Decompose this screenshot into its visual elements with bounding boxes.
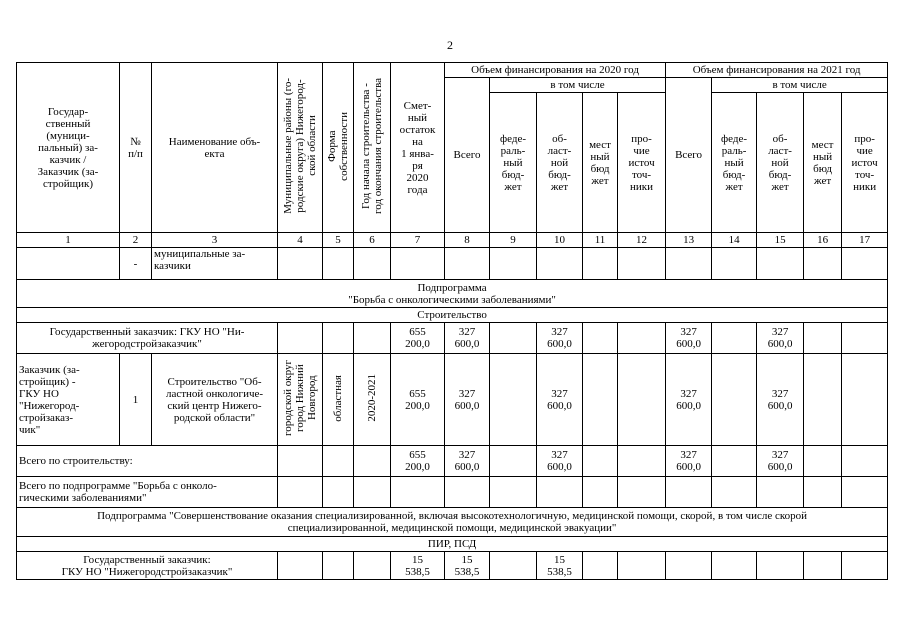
financing-table <box>16 62 888 580</box>
cell-remainder: 655 200,0 <box>391 446 445 477</box>
table-row <box>17 552 888 580</box>
col-num: 14 <box>712 233 757 248</box>
column-number-row <box>17 233 888 248</box>
table-row <box>17 323 888 354</box>
hdr-years: Год начала строительства - год окончания строительства <box>354 63 391 233</box>
total-construction-label: Всего по строительству: <box>17 446 278 477</box>
col-num: 15 <box>757 233 804 248</box>
table-row <box>17 280 888 308</box>
cell-regional-2020: 15 538,5 <box>537 552 583 580</box>
object-ownership: областная <box>323 354 354 446</box>
col-num: 4 <box>278 233 323 248</box>
cell-remainder: 655 200,0 <box>391 323 445 354</box>
hdr-other-2021: про- чие источ точ- ники <box>842 93 888 233</box>
hdr-num: № п/п <box>120 63 152 233</box>
cell-regional-2020: 327 600,0 <box>537 354 583 446</box>
hdr-ownership: Форма собственности <box>323 63 354 233</box>
cell-total-2020: 15 538,5 <box>445 552 490 580</box>
cell-total-2020: 327 600,0 <box>445 323 490 354</box>
col-num: 17 <box>842 233 888 248</box>
col-num: 10 <box>537 233 583 248</box>
section-construction: Строительство <box>17 308 888 323</box>
cell-regional-2020: 327 600,0 <box>537 323 583 354</box>
hdr-other-2020: про- чие источ точ- ники <box>618 93 666 233</box>
col-num: 7 <box>391 233 445 248</box>
object-years: 2020-2021 <box>354 354 391 446</box>
hdr-local-2021: мест ный бюд жет <box>804 93 842 233</box>
col-num: 9 <box>490 233 537 248</box>
col-num: 1 <box>17 233 120 248</box>
hdr-regional-2021: об- ласт- ной бюд- жет <box>757 93 804 233</box>
hdr-fin-2021: Объем финансирования на 2021 год <box>666 63 888 78</box>
hdr-regional-2020: об- ласт- ной бюд- жет <box>537 93 583 233</box>
table-row <box>17 446 888 477</box>
section-pir-psd: ПИР, ПСД <box>17 537 888 552</box>
col-num: 2 <box>120 233 152 248</box>
object-num: 1 <box>120 354 152 446</box>
object-name: Строительство "Об- ластной онкологиче- ский центр Нижего- родской области" <box>152 354 278 446</box>
col-num: 12 <box>618 233 666 248</box>
object-district: городской округ город Нижний Новгород <box>278 354 323 446</box>
hdr-incl-2021: в том числе <box>712 78 888 93</box>
cell-total-2021: 327 600,0 <box>666 354 712 446</box>
hdr-federal-2021: феде- раль- ный бюд- жет <box>712 93 757 233</box>
col-num: 6 <box>354 233 391 248</box>
cell-remainder: 15 538,5 <box>391 552 445 580</box>
subprogram-title: Подпрограмма "Борьба с онкологическими заболеваниями" <box>17 280 888 308</box>
table-row <box>17 248 888 280</box>
gov-customer-label: Государственный заказчик: ГКУ НО "Нижегородстройзаказчик" <box>17 552 278 580</box>
col-num: 13 <box>666 233 712 248</box>
cell-regional-2020: 327 600,0 <box>537 446 583 477</box>
cell-regional-2021: 327 600,0 <box>757 354 804 446</box>
table-row <box>17 308 888 323</box>
hdr-customer: Государ- ственный (муници- пальный) за- казчик / Заказчик (за- стройщик) <box>17 63 120 233</box>
table-row <box>17 477 888 508</box>
table-row <box>17 508 888 537</box>
cell-total-2021: 327 600,0 <box>666 446 712 477</box>
table-row <box>17 354 888 446</box>
hdr-remainder: Смет- ный остаток на 1 янва- ря 2020 года <box>391 63 445 233</box>
col-num: 16 <box>804 233 842 248</box>
cell-total-2020: 327 600,0 <box>445 446 490 477</box>
row-dash: - <box>120 248 152 280</box>
total-subprogram-label: Всего по подпрограмме "Борьба с онколо- гическими заболеваниями" <box>17 477 278 508</box>
cell-remainder: 655 200,0 <box>391 354 445 446</box>
hdr-fin-2020: Объем финансирования на 2020 год <box>445 63 666 78</box>
hdr-incl-2020: в том числе <box>490 78 666 93</box>
subprogram-title: Подпрограмма "Совершенствование оказания специализированной, включая высокотехнологичную, медицинской помощи, скорой, в том числе скорой специализированной, медицинской помощи, медицинской эвакуации" <box>17 508 888 537</box>
cell-total-2020: 327 600,0 <box>445 354 490 446</box>
col-num: 3 <box>152 233 278 248</box>
municipal-customers-label: муниципальные за- казчики <box>152 248 278 280</box>
cell-regional-2021: 327 600,0 <box>757 323 804 354</box>
cell-regional-2021: 327 600,0 <box>757 446 804 477</box>
cell-total-2021: 327 600,0 <box>666 323 712 354</box>
object-customer: Заказчик (за- стройщик) - ГКУ НО "Нижегород- стройзаказ- чик" <box>17 354 120 446</box>
gov-customer-label: Государственный заказчик: ГКУ НО "Ни- жегородстройзаказчик" <box>17 323 278 354</box>
col-num: 5 <box>323 233 354 248</box>
hdr-total-2020: Всего <box>445 78 490 233</box>
col-num: 11 <box>583 233 618 248</box>
hdr-district: Муниципальные районы (го- родские округа) Нижегород- ской области <box>278 63 323 233</box>
hdr-federal-2020: феде- раль- ный бюд- жет <box>490 93 537 233</box>
col-num: 8 <box>445 233 490 248</box>
hdr-total-2021: Всего <box>666 78 712 233</box>
hdr-name: Наименование объ- екта <box>152 63 278 233</box>
page-number: 2 <box>447 38 453 52</box>
table-row <box>17 537 888 552</box>
hdr-local-2020: мест ный бюд жет <box>583 93 618 233</box>
